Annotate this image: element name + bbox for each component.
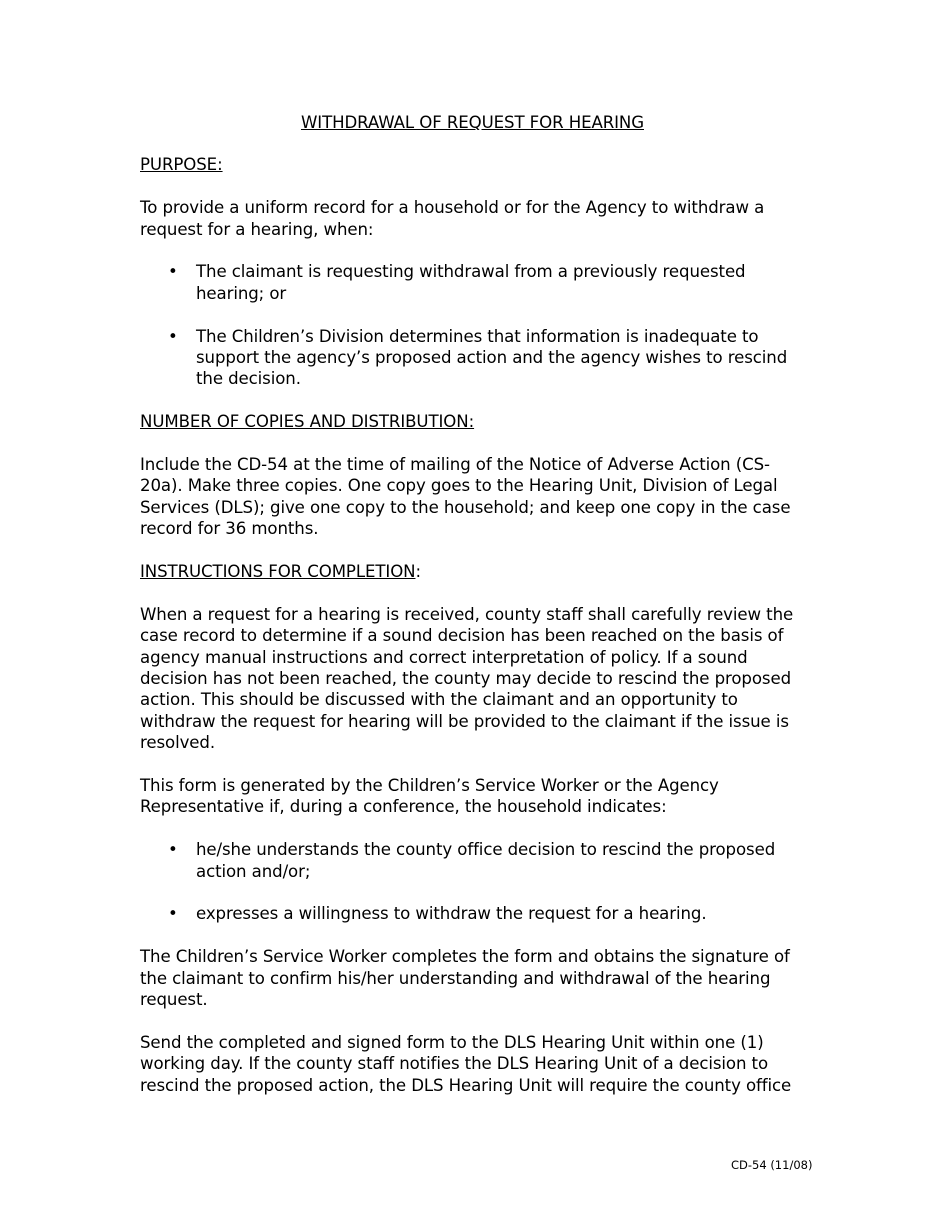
purpose-heading-text: PURPOSE: (140, 155, 223, 175)
purpose-bullet-list (140, 261, 805, 389)
bullet-icon: • (168, 262, 178, 282)
instructions-paragraph-1: When a request for a hearing is received, county staff shall carefully review the case record to determine if a sound decision has been reached on the basis of agency manual instructions and correct interpretation of policy. If a sound decision has not been reached, the county may decide to rescind the proposed action. This should be discussed with the claimant and an opportunity to withdraw the request for hearing will be provided to the claimant if the issue is resolved. (140, 604, 794, 753)
form-number-footer: CD-54 (11/08) (731, 1158, 813, 1172)
list-item (140, 903, 805, 924)
instructions-heading-text: INSTRUCTIONS FOR COMPLETION (140, 562, 416, 582)
distribution-text: Include the CD-54 at the time of mailing of the Notice of Adverse Action (CS-20a). Make three copies. One copy goes to the Hearing Unit, Division of Legal Services (DLS); give one copy to the household; and keep one copy in the case record for 36 months. (140, 455, 791, 539)
distribution-heading (140, 411, 805, 432)
instructions-paragraph-2: This form is generated by the Children’s Service Worker or the Agency Representative if, during a conference, the household indicates: (140, 776, 719, 817)
distribution-heading-text: NUMBER OF COPIES AND DISTRIBUTION: (140, 412, 475, 432)
list-item (140, 261, 805, 304)
instructions-bullet-list (140, 839, 805, 925)
list-item-text: The claimant is requesting withdrawal from a previously requested hearing; or (196, 262, 746, 303)
instructions-heading (140, 561, 805, 582)
instructions-paragraph-3: The Children’s Service Worker completes the form and obtains the signature of the claimant to confirm his/her understanding and withdrawal of the hearing request. (140, 947, 790, 1010)
bullet-icon: • (168, 326, 178, 346)
purpose-intro: To provide a uniform record for a household or for the Agency to withdraw a request for a hearing, when: (140, 198, 765, 239)
list-item-text: expresses a willingness to withdraw the request for a hearing. (196, 904, 707, 924)
list-item (140, 839, 805, 882)
list-item (140, 326, 805, 390)
bullet-icon: • (168, 840, 178, 860)
purpose-heading (140, 154, 805, 175)
list-item-text: The Children’s Division determines that information is inadequate to support the agency’s proposed action and the agency wishes to rescind the decision. (196, 326, 788, 389)
document-title: WITHDRAWAL OF REQUEST FOR HEARING (300, 113, 644, 132)
instructions-heading-colon: : (415, 562, 421, 582)
instructions-paragraph-4: Send the completed and signed form to the DLS Hearing Unit within one (1) working day. If the county staff notifies the DLS Hearing Unit of a decision to rescind the proposed action, the DLS Hearing Unit will require the county office (140, 1032, 792, 1095)
bullet-icon: • (168, 904, 178, 924)
list-item-text: he/she understands the county office decision to rescind the proposed action and/or; (196, 840, 776, 881)
document-page (140, 112, 805, 1117)
